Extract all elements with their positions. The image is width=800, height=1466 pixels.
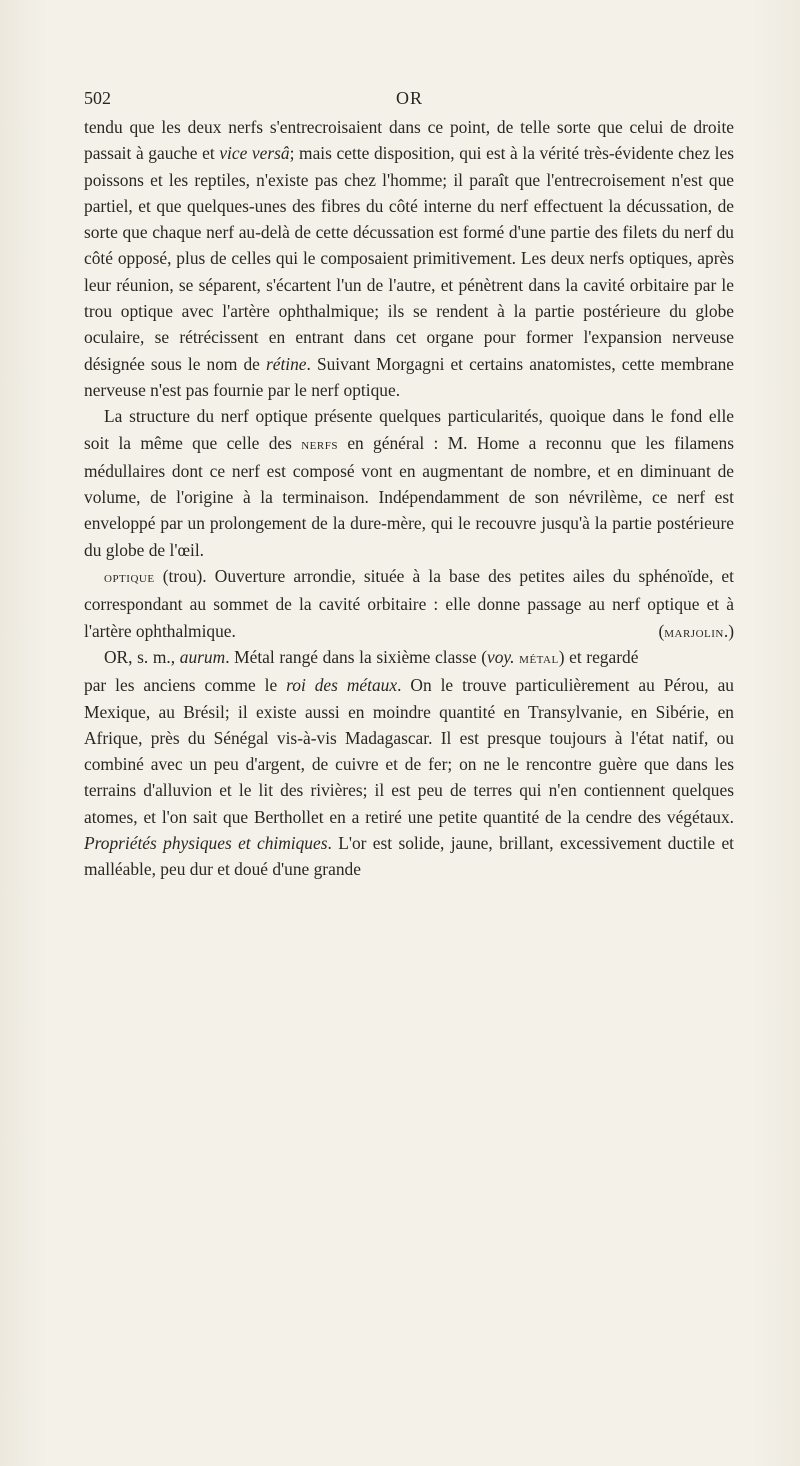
page-header xyxy=(84,88,734,112)
entry-or xyxy=(84,644,734,883)
cross-reference: nerfs xyxy=(301,436,338,453)
italic-run: Propriétés physiques et chimiques xyxy=(84,833,328,854)
author-signature xyxy=(638,618,734,646)
text-run: .) xyxy=(723,620,734,641)
italic-run: rétine xyxy=(265,353,307,374)
cross-reference: métal xyxy=(519,650,559,667)
italic-run: voy. xyxy=(487,646,515,667)
author-name: marjolin xyxy=(664,624,724,641)
body-text xyxy=(84,114,734,883)
text-run: . L'or est solide, jaune, brillant, excessivement ductile et malléable, peu dur et doué d'une grande xyxy=(84,833,734,880)
text-run: . Métal rangé dans la sixième classe ( xyxy=(225,646,487,667)
text-run: . On le trouve particulièrement au Pérou, au Mexique, au Brésil; il existe aussi en moindre quantité en Transylvanie, en Sibérie, en Afrique, près du Sénégal vis-à-vis Madagascar. Il est presque toujours à l'état natif, ou combiné avec un peu d'argent, de cuivre et de fer; on ne le rencontre guère que dans les terrains d'alluvion et le lit des rivières; il est peu de terres qui n'en contiennent quelques atomes, et l'on sait que Berthollet en a retiré une petite quantité de la cendre des végétaux. xyxy=(84,675,734,827)
italic-run: roi des métaux xyxy=(286,675,398,696)
page-number: 502 xyxy=(84,88,111,108)
entry-headword: optique xyxy=(104,570,155,587)
text-run: ( xyxy=(658,620,665,641)
text-run: ; mais cette disposition, qui est à la vérité très-évidente chez les poissons et les reptiles, n'existe pas chez l'homme; il paraît que l'entrecroisement n'est que partiel, et que quelques-unes des fibres du côté interne du nerf effectuent la décussation, de sorte que chaque nerf au-delà de cette décussation est formé d'une partie des filets du nerf du côté opposé, plus de celles qui le composaient primitivement. Les deux nerfs optiques, après leur réunion, se séparent, s'écartent l'un de l'autre, et pénètrent dans la cavité orbitaire par le trou optique avec l'artère ophthalmique; ils se rendent à la partie postérieure du globe oculaire, se rétrécissent en entrant dans cet organe pour former l'expansion nerveuse désignée sous le nom de xyxy=(84,143,734,374)
italic-run: vice versâ xyxy=(219,143,290,164)
text-run: ) et regardé par les anciens comme le xyxy=(84,646,639,696)
italic-run: aurum xyxy=(179,646,226,667)
text-run: . Suivant Morgagni et certains anatomistes, cette membrane nerveuse n'est pas fournie par le nerf optique. xyxy=(84,353,734,400)
text-run: tendu que les deux nerfs s'entrecroisaient dans ce point, de telle sorte que celui de droite passait à gauche et xyxy=(84,117,734,164)
text-run: La structure du nerf optique présente quelques particularités, quoique dans le fond elle soit la même que celle des xyxy=(84,406,734,453)
text-run: (trou). Ouverture arrondie, située à la base des petites ailes du sphénoïde, et correspondant au sommet de la cavité orbitaire : elle donne passage au nerf optique et à l'artère ophthalmique. xyxy=(84,566,734,641)
running-head: OR xyxy=(396,88,424,108)
text-run: en général : M. Home a reconnu que les filamens médullaires dont ce nerf est composé vont en augmentant de nombre, et en diminuant de volume, de l'origine à la terminaison. Indépendamment de son névrilème, ce nerf est enveloppé par un prolongement de la dure-mère, qui le recouvre jusqu'à la partie postérieure du globe de l'œil. xyxy=(84,432,734,560)
entry-headword: OR, s. m., xyxy=(104,646,176,667)
paragraph-optic-structure xyxy=(84,403,734,563)
entry-optique-trou xyxy=(84,563,734,644)
paragraph-continued xyxy=(84,114,734,403)
